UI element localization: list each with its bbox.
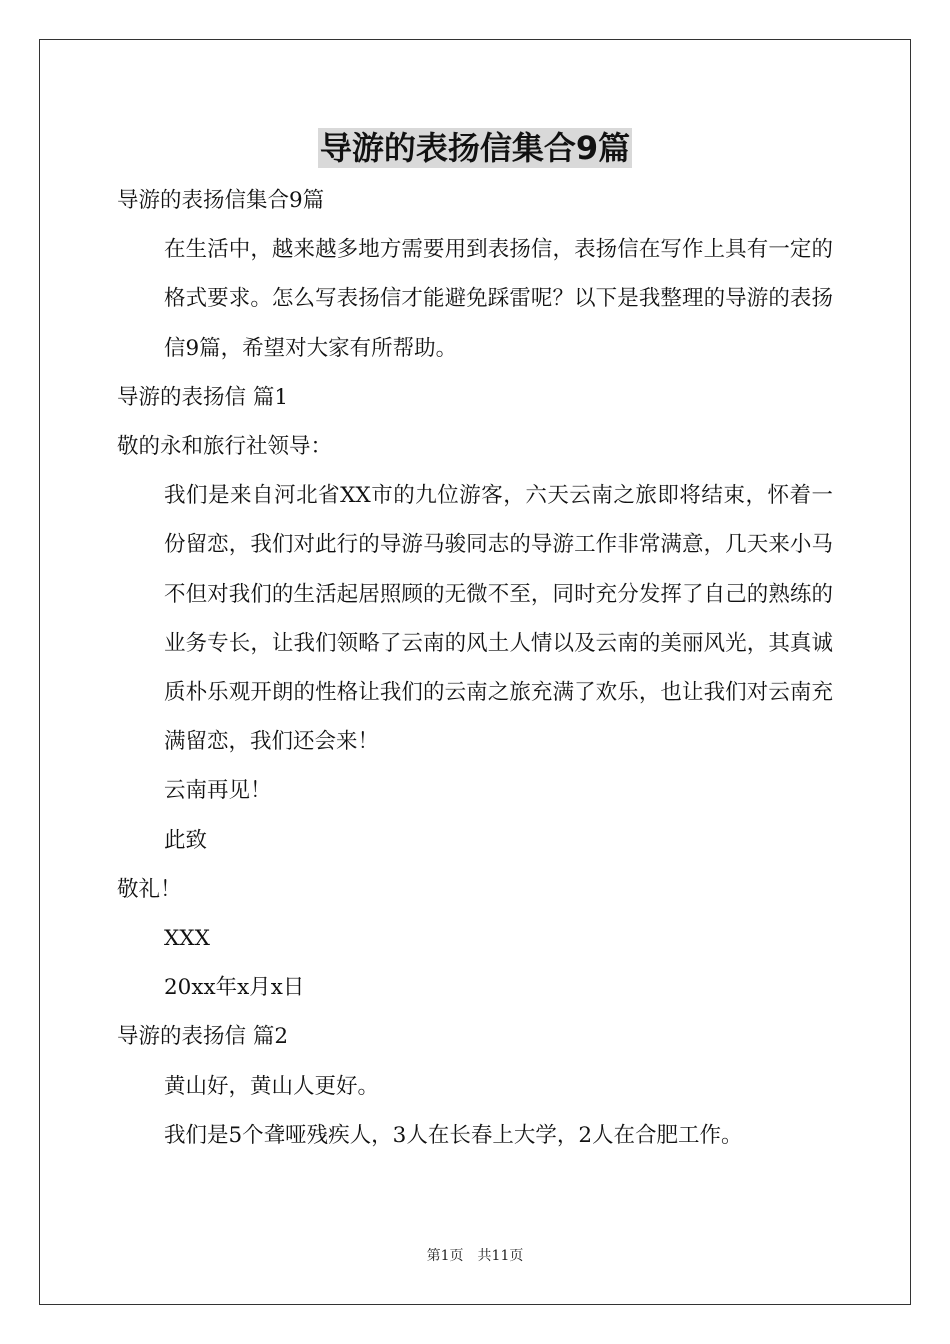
letter-salutation: 敬的永和旅行社领导：: [117, 433, 333, 459]
document-body: [117, 176, 833, 1160]
intro-paragraph: 在生活中，越来越多地方需要用到表扬信，表扬信在写作上具有一定的格式要求。怎么写表扬信才能避免踩雷呢？以下是我整理的导游的表扬信9篇，希望对大家有所帮助。: [164, 237, 833, 361]
letter-body: 我们是来自河北省XX市的九位游客，六天云南之旅即将结束，怀着一份留恋，我们对此行的导游马骏同志的导游工作非常满意，几天来小马不但对我们的生活起居照顾的无微不至，同时充分发挥了自己的熟练的业务专长，让我们领略了云南的风土人情以及云南的美丽风光，其真诚质朴乐观开朗的性格让我们的云南之旅充满了欢乐，也让我们对云南充满留恋，我们还会来！: [164, 483, 833, 755]
title-container: [0, 128, 950, 168]
page-footer: [0, 1246, 950, 1266]
letter-closing-ci-zhi: 此致: [164, 827, 208, 853]
section2-line-2: 我们是5个聋哑残疾人，3人在长春上大学，2人在合肥工作。: [164, 1122, 743, 1148]
section-heading-2: 导游的表扬信 篇2: [117, 1024, 289, 1050]
page-total: 共11页: [477, 1248, 524, 1264]
letter-signature: XXX: [164, 925, 210, 951]
letter-farewell: 云南再见！: [164, 778, 272, 804]
section2-line-1: 黄山好，黄山人更好。: [164, 1073, 380, 1099]
page-number: 第1页: [426, 1248, 464, 1264]
letter-date: 20xx年x月x日: [164, 975, 305, 1001]
letter-closing-jing-li: 敬礼！: [117, 876, 182, 902]
section-heading-1: 导游的表扬信 篇1: [117, 384, 289, 410]
document-title: 导游的表扬信集合9篇: [319, 129, 631, 167]
document-subtitle: 导游的表扬信集合9篇: [117, 188, 325, 213]
